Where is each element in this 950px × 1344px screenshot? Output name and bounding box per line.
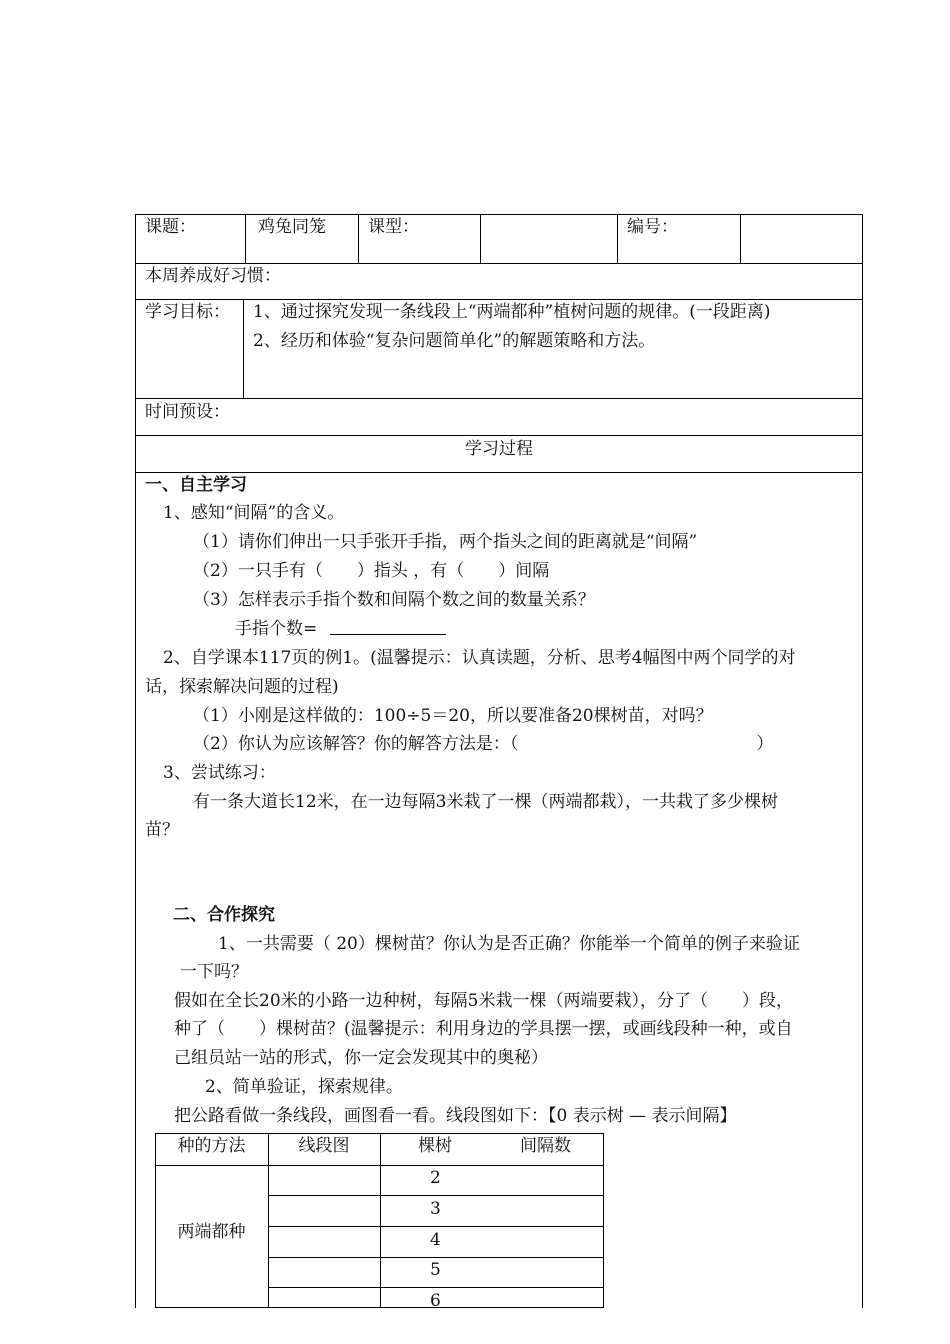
inner-header-trees: 棵树 bbox=[418, 1136, 452, 1156]
answer-blank bbox=[330, 634, 446, 635]
col-divider bbox=[243, 299, 244, 398]
s1-q1-3: （3）怎样表示手指个数和间隔个数之间的数量关系？ bbox=[193, 590, 595, 610]
inner-header-intervals: 间隔数 bbox=[520, 1136, 571, 1156]
s1-q3: 3、尝试练习： bbox=[163, 763, 276, 783]
process-title: 学习过程 bbox=[465, 439, 533, 459]
topic-value: 鸡兔同笼 bbox=[258, 217, 326, 237]
col-divider bbox=[358, 214, 359, 263]
inner-row-line bbox=[268, 1226, 604, 1227]
s2-p2-line1: 假如在全长20米的小路一边种树，每隔5米栽一棵（两端要栽），分了（ ）段， bbox=[174, 991, 793, 1011]
time-label: 时间预设： bbox=[145, 402, 230, 422]
row-divider bbox=[135, 472, 863, 473]
inner-col-line bbox=[268, 1133, 269, 1308]
s1-q2-line1: 2、自学课本117页的例1。(温馨提示：认真读题，分析、思考4幅图中两个同学的对 bbox=[163, 648, 796, 668]
s2-p2-line3: 己组员站一站的形式，你一定会发现其中的奥秘） bbox=[174, 1048, 548, 1068]
goals-line-2: 2、经历和体验“复杂问题简单化”的解题策略和方法。 bbox=[253, 331, 656, 351]
table-right-border bbox=[862, 214, 863, 1308]
s1-q3-line2: 苗？ bbox=[145, 820, 179, 840]
inner-method-cell: 两端都种 bbox=[177, 1222, 246, 1242]
s1-q2-1: （1）小刚是这样做的：100÷5＝20，所以要准备20棵树苗，对吗？ bbox=[193, 706, 713, 726]
col-divider bbox=[480, 214, 481, 263]
s2-p1-line2: 一下吗？ bbox=[180, 962, 248, 982]
inner-row-line bbox=[268, 1195, 604, 1196]
habit-label: 本周养成好习惯： bbox=[145, 266, 281, 286]
row-divider bbox=[135, 435, 863, 436]
table-left-border bbox=[135, 214, 136, 1308]
inner-trees-cell: 2 bbox=[430, 1168, 441, 1188]
row-divider bbox=[135, 299, 863, 300]
inner-trees-cell: 4 bbox=[430, 1230, 441, 1250]
s2-p2-line2: 种了（ ）棵树苗？(温馨提示：利用身边的学具摆一摆，或画线段种一种，或自 bbox=[174, 1019, 793, 1039]
s1-q1-2: （2）一只手有（ ）指头 ，有（ ）间隔 bbox=[193, 561, 550, 581]
topic-label: 课题： bbox=[145, 217, 196, 237]
col-divider bbox=[245, 214, 246, 263]
section2-heading: 二、合作探究 bbox=[173, 905, 275, 925]
goals-line-1: 1、通过探究发现一条线段上“两端都种”植树问题的规律。(一段距离) bbox=[253, 302, 771, 322]
row-divider bbox=[135, 263, 863, 264]
goals-label: 学习目标： bbox=[145, 302, 230, 322]
section1-heading: 一、自主学习 bbox=[145, 475, 247, 495]
inner-col-line bbox=[380, 1133, 381, 1308]
s1-q1-4: 手指个数= bbox=[235, 619, 318, 639]
s2-p3: 2、简单验证，探索规律。 bbox=[205, 1077, 403, 1097]
inner-trees-cell: 6 bbox=[430, 1291, 441, 1311]
s1-q2-line2: 话，探索解决问题的过程) bbox=[145, 677, 339, 697]
inner-row-line bbox=[268, 1287, 604, 1288]
col-divider bbox=[740, 214, 741, 263]
s1-q2-2: （2）你认为应该解答？你的解答方法是：（ ） bbox=[193, 734, 774, 754]
inner-header-method: 种的方法 bbox=[177, 1136, 246, 1156]
s1-q1: 1、感知“间隔”的含义。 bbox=[163, 503, 345, 523]
type-label: 课型： bbox=[368, 217, 419, 237]
s2-p1-line1: 1、一共需要（ 20）棵树苗？你认为是否正确？你能举一个简单的例子来验证 bbox=[218, 934, 800, 954]
inner-trees-cell: 3 bbox=[430, 1199, 441, 1219]
inner-trees-cell: 5 bbox=[430, 1260, 441, 1280]
inner-header-diagram: 线段图 bbox=[298, 1136, 350, 1156]
s1-q3-line1: 有一条大道长12米，在一边每隔3米栽了一棵（两端都栽），一共栽了多少棵树 bbox=[193, 792, 778, 812]
inner-row-line bbox=[268, 1257, 604, 1258]
number-label: 编号： bbox=[627, 217, 678, 237]
s1-q1-1: （1）请你们伸出一只手张开手指，两个指头之间的距离就是“间隔” bbox=[193, 532, 698, 552]
row-divider bbox=[135, 398, 863, 399]
inner-col-line bbox=[603, 1133, 604, 1308]
col-divider bbox=[617, 214, 618, 263]
s2-p4: 把公路看做一条线段，画图看一看。线段图如下：【0 表示树 — 表示间隔】 bbox=[174, 1106, 737, 1126]
